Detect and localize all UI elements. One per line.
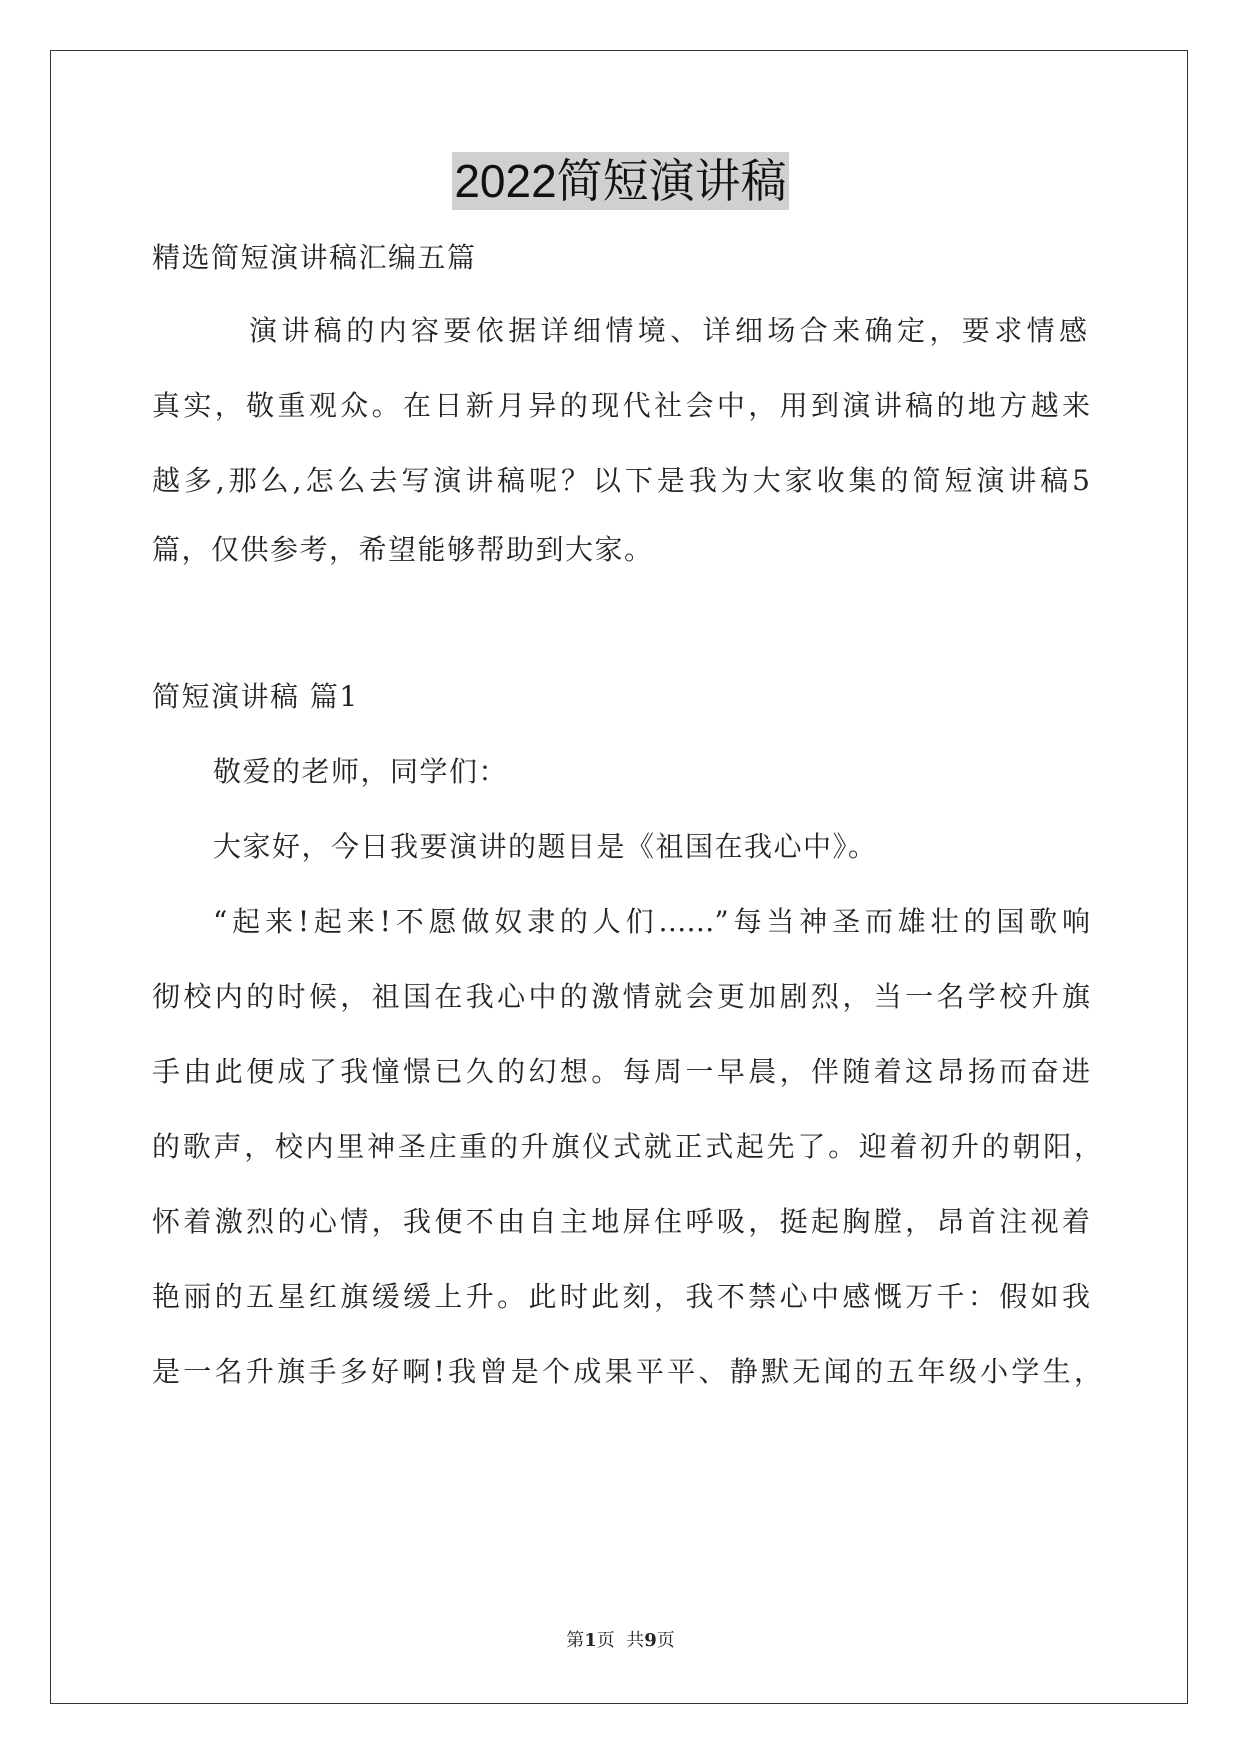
footer-prefix: 第 <box>566 1630 585 1651</box>
intro-line: 真实，敬重观众。在日新月异的现代社会中，用到演讲稿的地方越来 <box>152 389 1090 422</box>
intro-line: 演讲稿的内容要依据详细情境、详细场合来确定，要求情感 <box>249 314 1087 347</box>
body-line: 是一名升旗手多好啊!我曾是个成果平平、静默无闻的五年级小学生， <box>152 1355 1102 1388</box>
footer-suffix: 页 <box>656 1630 675 1651</box>
document-title-wrap <box>0 152 1241 210</box>
page-border <box>50 50 1188 1704</box>
body-line: “起来!起来!不愿做奴隶的人们……”每当神圣而雄壮的国歌响 <box>213 905 1090 938</box>
body-line: 怀着激烈的心情，我便不由自主地屏住呼吸，挺起胸膛，昂首注视着 <box>152 1205 1090 1238</box>
intro-line: 越多,那么,怎么去写演讲稿呢？以下是我为大家收集的简短演讲稿5 <box>152 464 1090 497</box>
body-line: 手由此便成了我憧憬已久的幻想。每周一早晨，伴随着这昂扬而奋进 <box>152 1055 1090 1088</box>
intro-line: 篇，仅供参考，希望能够帮助到大家。 <box>152 533 654 566</box>
body-line: 的歌声，校内里神圣庄重的升旗仪式就正式起先了。迎着初升的朝阳， <box>152 1130 1102 1163</box>
footer-total-pages: 9 <box>644 1630 657 1651</box>
document-title: 2022简短演讲稿 <box>452 152 788 210</box>
body-line: 彻校内的时候，祖国在我心中的激情就会更加剧烈，当一名学校升旗 <box>152 980 1090 1013</box>
opening-paragraph: 大家好，今日我要演讲的题目是《祖国在我心中》。 <box>213 830 878 863</box>
footer-mid: 页 共 <box>596 1630 645 1651</box>
footer-page-number: 1 <box>584 1630 597 1651</box>
document-subtitle: 精选简短演讲稿汇编五篇 <box>152 241 477 274</box>
page-footer <box>0 1629 1241 1653</box>
greeting: 敬爱的老师，同学们： <box>213 755 509 788</box>
body-line: 艳丽的五星红旗缓缓上升。此时此刻，我不禁心中感慨万千：假如我 <box>152 1280 1090 1313</box>
section-heading: 简短演讲稿 篇1 <box>152 680 359 713</box>
